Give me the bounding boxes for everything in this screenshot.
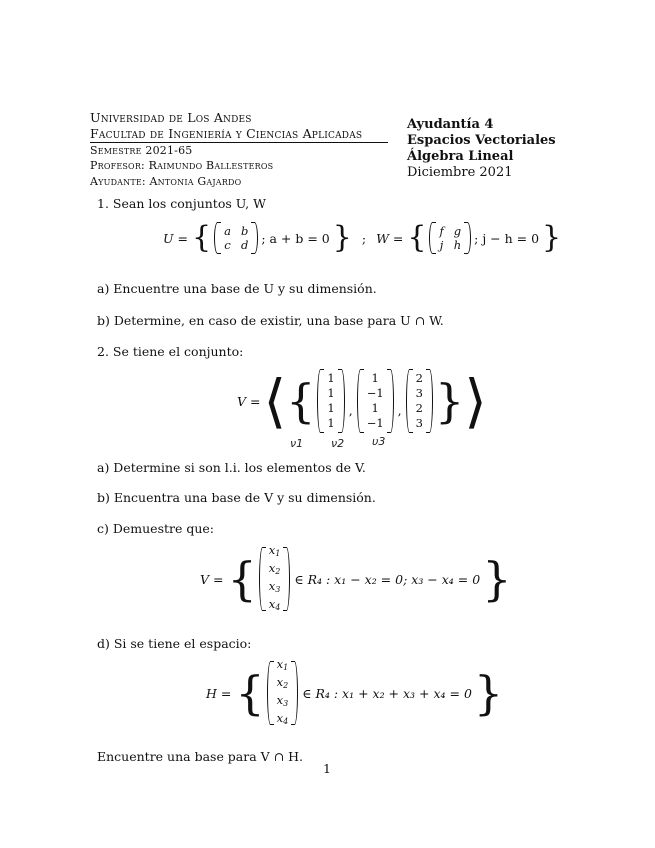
problem2-part-d: d) Si se tiene el espacio: [97, 636, 252, 651]
handwritten-label-v1: ν1 [290, 437, 304, 450]
vector-v2 [357, 369, 394, 433]
handwritten-label-v2: ν2 [331, 437, 345, 450]
right-angle: ⟩ [464, 367, 487, 435]
faculty-name: Facultad de Ingeniería y Ciencias Aplicadas [90, 126, 363, 141]
problem2-part-a: a) Determine si son l.i. los elementos de V. [97, 460, 366, 475]
right-brace: } [434, 374, 465, 428]
W-matrix-entries [436, 224, 464, 252]
U-entry-3: c [224, 238, 231, 252]
W-entry-1: f [439, 224, 444, 238]
V-label: V = [237, 393, 261, 409]
problem2-part-b: b) Encuentra una base de V y su dimensión. [97, 490, 376, 505]
problem2-part-c: c) Demuestre que: [97, 521, 215, 536]
v3-entry: 3 [415, 386, 423, 400]
U-condition: ; a + b = 0 [261, 230, 330, 246]
header-rule [90, 142, 388, 143]
U-label: U = [163, 230, 188, 246]
v3-entries [413, 371, 426, 431]
U-matrix-entries [221, 224, 251, 252]
right-paren [283, 547, 290, 611]
left-brace: { [227, 552, 257, 606]
vector-v1 [317, 369, 344, 433]
vector-v3 [406, 369, 433, 433]
v1-entry: 1 [327, 401, 335, 415]
H-equation [206, 658, 503, 728]
semester: Semestre 2021-65 [90, 144, 193, 157]
U-entry-2: b [240, 224, 249, 238]
x-entry: $x_3$ [276, 693, 289, 708]
right-brace: } [542, 220, 562, 255]
left-paren [214, 222, 221, 254]
v1-entries [324, 371, 337, 431]
problem2-final: Encuentre una base para V ∩ H. [97, 749, 303, 764]
U-matrix [214, 222, 258, 254]
right-brace: } [473, 666, 504, 720]
v3-entry: 2 [415, 401, 423, 415]
Vc-label: V = [200, 571, 224, 587]
problem1-intro: 1. Sean los conjuntos U, W [97, 196, 266, 211]
assignment-title: Ayudantía 4 [407, 117, 494, 132]
course-name: Álgebra Lineal [407, 149, 514, 164]
handwritten-label-v3: υ3 [372, 435, 386, 448]
W-condition: ; j − h = 0 [474, 230, 540, 246]
assistant: Ayudante: Antonia Gajardo [90, 175, 242, 188]
x-entry: $x_2$ [268, 561, 281, 576]
right-paren [464, 222, 471, 254]
Vc-condition: ∈ R₄ : x₁ − x₂ = 0; x₃ − x₄ = 0 [294, 571, 481, 587]
x-vector-entries [274, 657, 292, 729]
problem1-part-b: b) Determine, en caso de existir, una base para U ∩ W. [97, 313, 444, 328]
comma: , [348, 402, 353, 418]
x-entry: $x_4$ [276, 711, 289, 726]
right-paren [291, 661, 298, 725]
x-entry: $x_1$ [276, 657, 289, 672]
separator: ; [361, 230, 367, 246]
right-paren [338, 369, 345, 433]
W-entry-2: g [453, 224, 462, 238]
v1-entry: 1 [327, 371, 335, 385]
left-paren [259, 547, 266, 611]
x-entry: $x_1$ [268, 543, 281, 558]
problem1-sets-equation [163, 218, 561, 258]
professor: Profesor: Raimundo Ballesteros [90, 159, 274, 172]
left-paren [267, 661, 274, 725]
v1-entry: 1 [327, 386, 335, 400]
W-label: W = [376, 230, 404, 246]
right-brace: } [482, 552, 512, 606]
V-span-equation [237, 366, 487, 436]
problem2-intro: 2. Se tiene el conjunto: [97, 344, 244, 359]
W-entry-3: j [439, 238, 444, 252]
comma: , [397, 402, 402, 418]
x-entry: $x_2$ [276, 675, 289, 690]
page-number: 1 [323, 761, 331, 776]
right-paren [387, 369, 394, 433]
left-paren [406, 369, 413, 433]
V-characterization-equation [200, 544, 511, 614]
university-name: Universidad de Los Andes [90, 110, 252, 125]
v2-entry: 1 [371, 371, 379, 385]
v2-entry: 1 [371, 401, 379, 415]
left-angle: ⟨ [263, 367, 287, 435]
right-paren [426, 369, 433, 433]
left-paren [429, 222, 436, 254]
left-brace: { [191, 220, 212, 255]
left-brace: { [407, 220, 427, 255]
x-vector-entries [266, 543, 284, 615]
left-brace: { [286, 374, 316, 428]
right-paren [251, 222, 258, 254]
date: Diciembre 2021 [407, 165, 513, 180]
H-label: H = [206, 685, 232, 701]
v1-entry: 1 [327, 416, 335, 430]
x-vector [267, 657, 299, 729]
left-paren [317, 369, 324, 433]
left-paren [357, 369, 364, 433]
v3-entry: 2 [415, 371, 423, 385]
left-brace: { [235, 666, 265, 720]
W-entry-4: h [453, 238, 462, 252]
problem1-part-a: a) Encuentre una base de U y su dimensión. [97, 281, 377, 296]
assignment-topic: Espacios Vectoriales [407, 133, 556, 148]
U-entry-4: d [240, 238, 249, 252]
v3-entry: 3 [415, 416, 423, 430]
x-entry: $x_3$ [268, 579, 281, 594]
U-entry-1: a [224, 224, 231, 238]
v2-entry: −1 [366, 386, 384, 400]
right-brace: } [332, 220, 352, 255]
x-vector [259, 543, 291, 615]
H-condition: ∈ R₄ : x₁ + x₂ + x₃ + x₄ = 0 [302, 685, 472, 701]
x-entry: $x_4$ [268, 597, 281, 612]
W-matrix [429, 222, 471, 254]
v2-entries [364, 371, 387, 431]
v2-entry: −1 [366, 416, 384, 430]
